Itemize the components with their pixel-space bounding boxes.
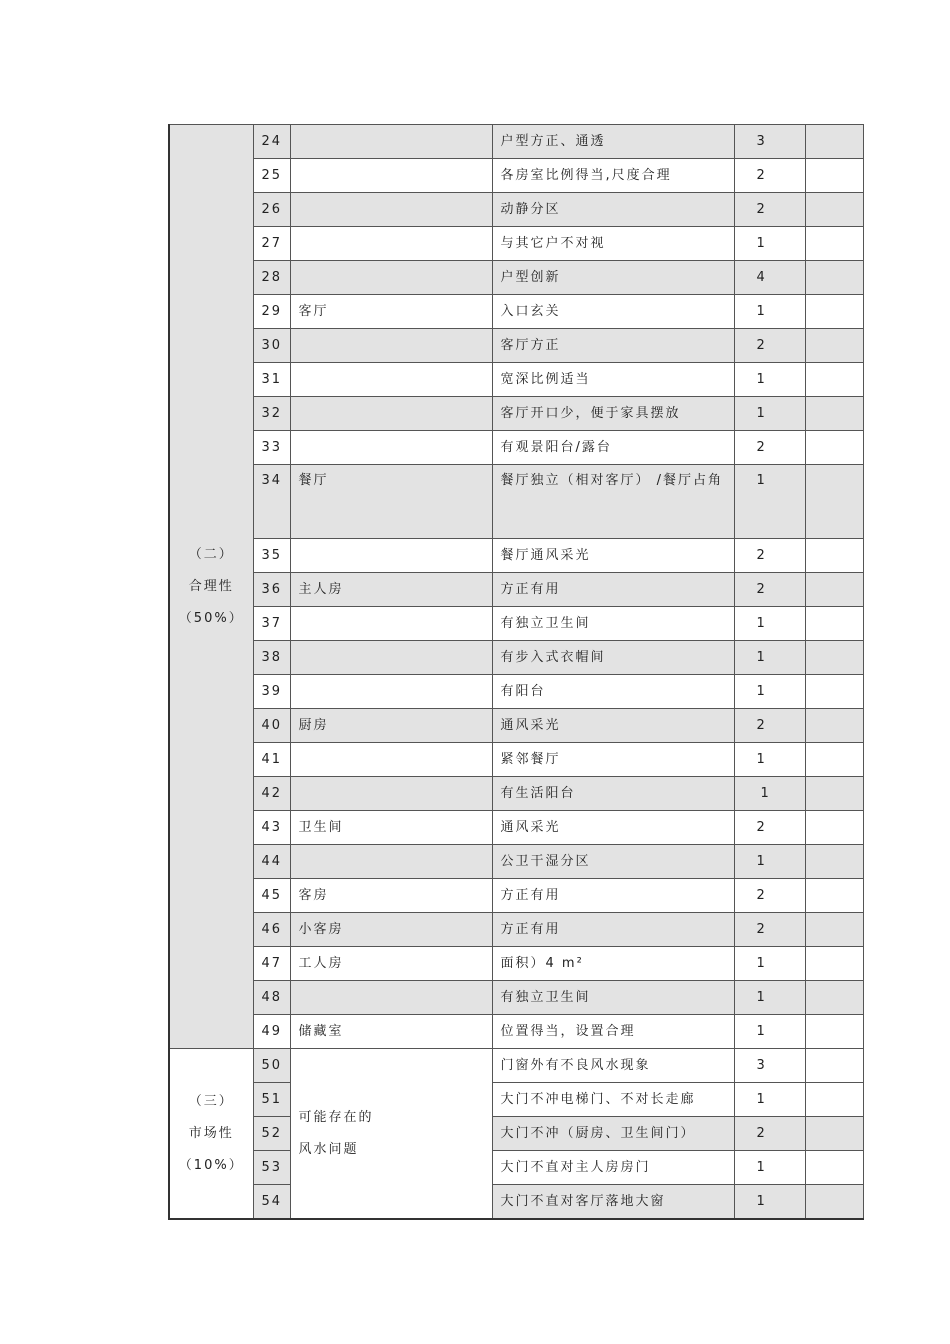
fengshui-group-cell (290, 1049, 492, 1220)
score-cell: 2 (734, 913, 805, 947)
blank-cell (805, 465, 863, 539)
table-row (169, 913, 863, 947)
row-number: 33 (253, 431, 290, 465)
item-cell: 宽深比例适当 (492, 363, 734, 397)
blank-cell (805, 227, 863, 261)
table-row (169, 465, 863, 539)
room-cell: 主人房 (290, 573, 492, 607)
item-cell: 入口玄关 (492, 295, 734, 329)
item-cell: 大门不冲电梯门、不对长走廊 (492, 1083, 734, 1117)
row-number: 30 (253, 329, 290, 363)
row-number: 53 (253, 1151, 290, 1185)
item-cell (492, 465, 734, 539)
item-cell: 户型创新 (492, 261, 734, 295)
score-cell: 1 (734, 1015, 805, 1049)
row-number: 27 (253, 227, 290, 261)
row-number: 32 (253, 397, 290, 431)
section-label: （二） (188, 546, 234, 562)
room-cell (290, 397, 492, 431)
table-row (169, 159, 863, 193)
score-cell: 2 (734, 159, 805, 193)
row-number: 40 (253, 709, 290, 743)
item-cell: 餐厅通风采光 (492, 539, 734, 573)
room-cell (290, 431, 492, 465)
blank-cell (805, 397, 863, 431)
section-label: （10%） (178, 1157, 244, 1173)
item-cell: 有观景阳台/露台 (492, 431, 734, 465)
group-label: 风水问题 (298, 1141, 359, 1157)
blank-cell (805, 1185, 863, 1220)
row-number: 39 (253, 675, 290, 709)
item-cell: 大门不直对主人房房门 (492, 1151, 734, 1185)
row-number: 51 (253, 1083, 290, 1117)
item-cell: 有阳台 (492, 675, 734, 709)
room-cell (290, 743, 492, 777)
item-cell: 公卫干湿分区 (492, 845, 734, 879)
row-number: 31 (253, 363, 290, 397)
table-row (169, 539, 863, 573)
score-cell: 1 (734, 1151, 805, 1185)
table-row (169, 641, 863, 675)
table-row (169, 879, 863, 913)
table-row (169, 743, 863, 777)
table-row (169, 1151, 863, 1185)
blank-cell (805, 1015, 863, 1049)
item-cell: 通风采光 (492, 811, 734, 845)
score-cell: 2 (734, 193, 805, 227)
item-cell: 动静分区 (492, 193, 734, 227)
score-cell: 1 (734, 607, 805, 641)
row-number: 34 (253, 465, 290, 539)
score-cell: 2 (734, 811, 805, 845)
table-row (169, 777, 863, 811)
blank-cell (805, 811, 863, 845)
row-number: 24 (253, 125, 290, 159)
score-cell: 1 (734, 227, 805, 261)
score-cell: 2 (734, 879, 805, 913)
table-row (169, 573, 863, 607)
item-cell: 面积）4 m² (492, 947, 734, 981)
table-row (169, 363, 863, 397)
table-row (169, 329, 863, 363)
room-cell (290, 845, 492, 879)
room-cell: 卫生间 (290, 811, 492, 845)
table-row (169, 193, 863, 227)
score-cell: 1 (734, 1185, 805, 1220)
group-label: 可能存在的 (298, 1109, 374, 1125)
item-cell: 客厅方正 (492, 329, 734, 363)
item-cell: 门窗外有不良风水现象 (492, 1049, 734, 1083)
score-cell: 2 (734, 539, 805, 573)
table-row (169, 675, 863, 709)
section-cell-marketability (169, 1049, 253, 1220)
score-cell: 1 (734, 465, 805, 539)
blank-cell (805, 1117, 863, 1151)
item-cell: 方正有用 (492, 879, 734, 913)
table-row (169, 1049, 863, 1083)
room-cell (290, 261, 492, 295)
blank-cell (805, 743, 863, 777)
score-cell: 2 (734, 329, 805, 363)
item-cell: 位置得当，设置合理 (492, 1015, 734, 1049)
table-row (169, 1117, 863, 1151)
section-label: 市场性 (188, 1125, 234, 1141)
blank-cell (805, 125, 863, 159)
blank-cell (805, 193, 863, 227)
room-cell: 小客房 (290, 913, 492, 947)
table-row (169, 227, 863, 261)
table-row (169, 981, 863, 1015)
section-label: 合理性 (188, 578, 234, 594)
row-number: 25 (253, 159, 290, 193)
row-number: 29 (253, 295, 290, 329)
table-row (169, 845, 863, 879)
blank-cell (805, 947, 863, 981)
room-cell (290, 363, 492, 397)
blank-cell (805, 261, 863, 295)
table-row (169, 709, 863, 743)
row-number: 38 (253, 641, 290, 675)
row-number: 36 (253, 573, 290, 607)
room-cell (290, 981, 492, 1015)
room-cell (290, 159, 492, 193)
evaluation-table (168, 124, 864, 1220)
room-cell: 工人房 (290, 947, 492, 981)
item-cell: 方正有用 (492, 913, 734, 947)
blank-cell (805, 913, 863, 947)
score-cell: 2 (734, 1117, 805, 1151)
room-cell: 餐厅 (290, 465, 492, 539)
table-row (169, 1083, 863, 1117)
item-line: /餐厅占角 (656, 473, 724, 488)
item-cell: 客厅开口少，便于家具摆放 (492, 397, 734, 431)
blank-cell (805, 675, 863, 709)
room-cell: 客厅 (290, 295, 492, 329)
table-row (169, 607, 863, 641)
blank-cell (805, 1049, 863, 1083)
score-cell: 1 (734, 777, 805, 811)
room-cell: 厨房 (290, 709, 492, 743)
row-number: 45 (253, 879, 290, 913)
blank-cell (805, 641, 863, 675)
table-row (169, 1015, 863, 1049)
score-cell: 2 (734, 709, 805, 743)
blank-cell (805, 981, 863, 1015)
row-number: 47 (253, 947, 290, 981)
score-cell: 1 (734, 1083, 805, 1117)
score-cell: 1 (734, 397, 805, 431)
blank-cell (805, 363, 863, 397)
row-number: 26 (253, 193, 290, 227)
score-cell: 1 (734, 743, 805, 777)
score-cell: 1 (734, 947, 805, 981)
blank-cell (805, 295, 863, 329)
blank-cell (805, 709, 863, 743)
table-row (169, 431, 863, 465)
row-number: 52 (253, 1117, 290, 1151)
item-cell: 有独立卫生间 (492, 981, 734, 1015)
room-cell (290, 777, 492, 811)
score-cell: 1 (734, 845, 805, 879)
table-row (169, 1185, 863, 1220)
item-cell: 与其它户不对视 (492, 227, 734, 261)
room-cell (290, 125, 492, 159)
table-row (169, 811, 863, 845)
row-number: 44 (253, 845, 290, 879)
row-number: 43 (253, 811, 290, 845)
table-row (169, 125, 863, 159)
row-number: 54 (253, 1185, 290, 1220)
table-row (169, 261, 863, 295)
table-row (169, 947, 863, 981)
score-cell: 1 (734, 363, 805, 397)
row-number: 35 (253, 539, 290, 573)
row-number: 28 (253, 261, 290, 295)
blank-cell (805, 607, 863, 641)
blank-cell (805, 329, 863, 363)
room-cell (290, 329, 492, 363)
room-cell (290, 675, 492, 709)
item-cell: 有生活阳台 (492, 777, 734, 811)
blank-cell (805, 539, 863, 573)
blank-cell (805, 879, 863, 913)
row-number: 42 (253, 777, 290, 811)
room-cell (290, 193, 492, 227)
item-cell: 通风采光 (492, 709, 734, 743)
item-cell: 大门不直对客厅落地大窗 (492, 1185, 734, 1220)
score-cell: 2 (734, 431, 805, 465)
section-label: （50%） (178, 610, 244, 626)
row-number: 46 (253, 913, 290, 947)
blank-cell (805, 1083, 863, 1117)
table-row (169, 295, 863, 329)
room-cell: 客房 (290, 879, 492, 913)
score-cell: 3 (734, 125, 805, 159)
table-row (169, 397, 863, 431)
item-cell: 紧邻餐厅 (492, 743, 734, 777)
blank-cell (805, 573, 863, 607)
item-cell: 有独立卫生间 (492, 607, 734, 641)
blank-cell (805, 777, 863, 811)
score-cell: 4 (734, 261, 805, 295)
section-cell-reasonableness (169, 125, 253, 1049)
row-number: 49 (253, 1015, 290, 1049)
score-cell: 1 (734, 641, 805, 675)
section-label: （三） (188, 1093, 234, 1109)
score-cell: 3 (734, 1049, 805, 1083)
blank-cell (805, 1151, 863, 1185)
room-cell (290, 539, 492, 573)
row-number: 50 (253, 1049, 290, 1083)
item-cell: 各房室比例得当,尺度合理 (492, 159, 734, 193)
item-cell: 户型方正、通透 (492, 125, 734, 159)
blank-cell (805, 845, 863, 879)
room-cell: 储藏室 (290, 1015, 492, 1049)
item-cell: 方正有用 (492, 573, 734, 607)
score-cell: 2 (734, 573, 805, 607)
item-cell: 有步入式衣帽间 (492, 641, 734, 675)
item-line: 餐厅独立（相对客厅） (500, 473, 651, 488)
room-cell (290, 641, 492, 675)
blank-cell (805, 431, 863, 465)
room-cell (290, 227, 492, 261)
item-cell: 大门不冲（厨房、卫生间门） (492, 1117, 734, 1151)
row-number: 37 (253, 607, 290, 641)
score-cell: 1 (734, 981, 805, 1015)
score-cell: 1 (734, 675, 805, 709)
row-number: 41 (253, 743, 290, 777)
blank-cell (805, 159, 863, 193)
row-number: 48 (253, 981, 290, 1015)
score-cell: 1 (734, 295, 805, 329)
room-cell (290, 607, 492, 641)
